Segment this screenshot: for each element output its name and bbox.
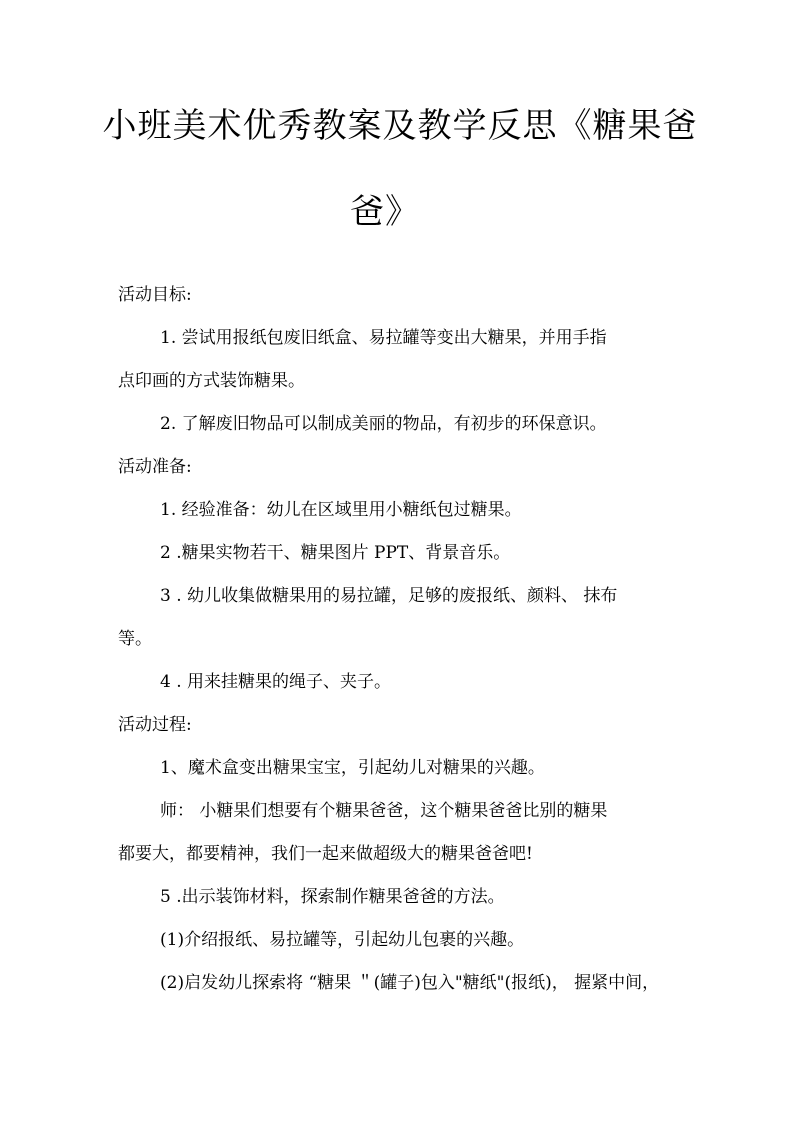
paragraph-line: 1. 经验准备：幼儿在区域里用小糖纸包过糖果。: [160, 500, 522, 520]
paragraph-line: 2 .糖果实物若干、糖果图片 PPT、背景音乐。: [160, 543, 511, 563]
paragraph-line: 1. 尝试用报纸包废旧纸盒、易拉罐等变出大糖果，并用手指: [160, 328, 607, 348]
document-title-line-1: 小班美术优秀教案及教学反思《糖果爸: [102, 106, 698, 146]
section-heading-preparation: 活动准备:: [118, 457, 192, 477]
paragraph-line: (2)启发幼儿探索将 “糖果 ＂(罐子)包入"糖纸"(报纸)， 握紧中间，: [160, 973, 660, 993]
section-heading-goals: 活动目标:: [118, 285, 192, 305]
paragraph-line: 3 . 幼儿收集做糖果用的易拉罐，足够的废报纸、颜料、 抹布: [160, 586, 618, 606]
paragraph-line: 都要大，都要精神，我们一起来做超级大的糖果爸爸吧!: [118, 844, 533, 864]
paragraph-line: 师： 小糖果们想要有个糖果爸爸，这个糖果爸爸比别的糖果: [160, 801, 608, 821]
paragraph-line: 等。: [118, 629, 152, 649]
paragraph-line: 5 .出示装饰材料，探索制作糖果爸爸的方法。: [160, 887, 505, 907]
paragraph-line: (1)介绍报纸、易拉罐等，引起幼儿包裹的兴趣。: [160, 930, 525, 950]
paragraph-line: 1、魔术盒变出糖果宝宝，引起幼儿对糖果的兴趣。: [160, 758, 545, 778]
paragraph-line: 2. 了解废旧物品可以制成美丽的物品，有初步的环保意识。: [160, 414, 607, 434]
document-title-line-2: 爸》: [350, 192, 420, 232]
paragraph-line: 点印画的方式装饰糖果。: [118, 371, 305, 391]
section-heading-process: 活动过程:: [118, 715, 192, 735]
paragraph-line: 4 . 用来挂糖果的绳子、夹子。: [160, 672, 392, 692]
